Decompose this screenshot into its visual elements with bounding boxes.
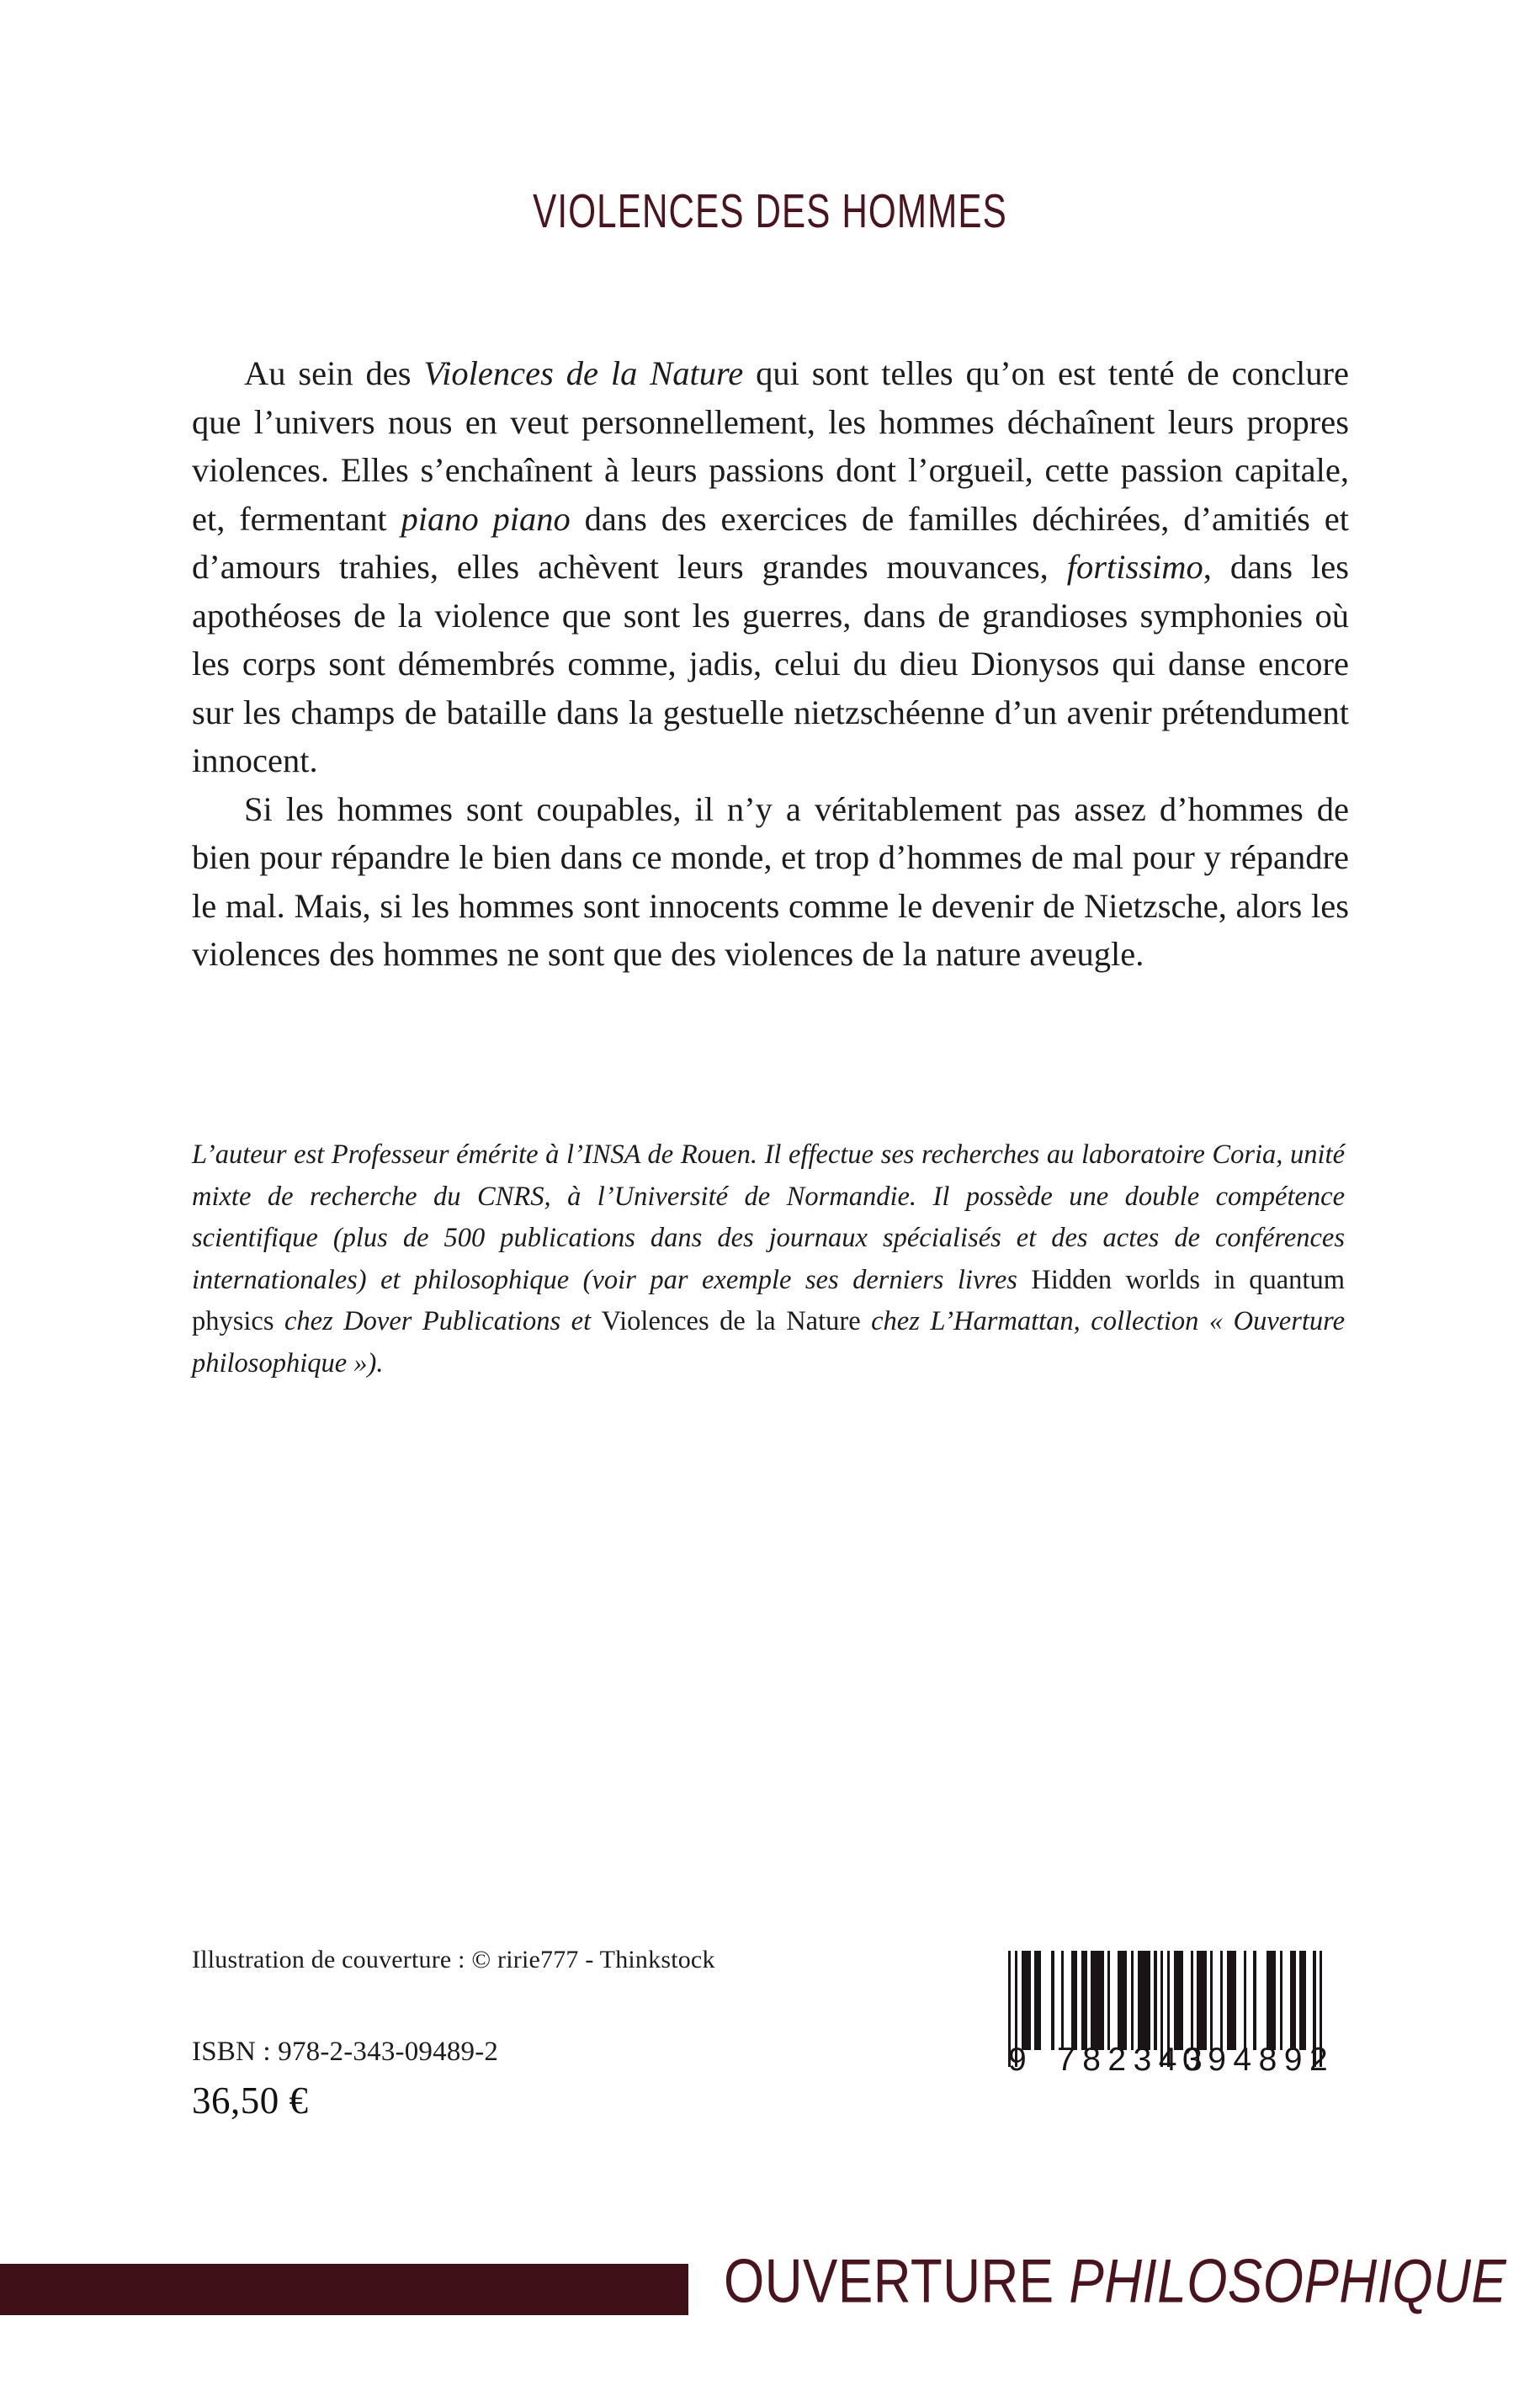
blurb-paragraph-2: Si les hommes sont coupables, il n’y a véritablement pas assez d’hommes de bien pour répandre le bien dans ce monde, et trop d’hommes de mal pour y répandre le mal. Mais, si les hommes sont innocents comme le devenir de Nietzsche, alors les violences des hommes ne sont que des violences de la nature aveugle. (192, 789, 1349, 973)
blurb-p1-mid-1: qui sont telles qu’on est tenté de conclure que l’univers nous en veut personnellement, les hommes déchaînent leurs propres violences. Elles s’enchaînent à leurs passions dont l’orgueil, cette passion capitale, et, fermentant (192, 354, 1349, 538)
collection-band-bar (0, 2264, 688, 2315)
author-note-part-3: chez L’Harmattan, collection « Ouverture philosophique »). (192, 1306, 1345, 1378)
barcode-group-left: 782343 (1057, 2042, 1210, 2078)
cover-credit: Illustration de couverture : © ririe777 - Thinkstock (192, 1946, 715, 1973)
blurb-p1-mid-2: dans des exercices de familles déchirées, d’amitiés et d’amours trahies, elles achèvent leurs grandes mouvances, (192, 499, 1349, 586)
blurb-p1-tail: , dans les apothéoses de la violence que sont les guerres, dans de grandioses symphonies où les corps sont démembrés comme, jadis, celui du dieu Dionysos qui danse encore sur les champs de bataille dans la gestuelle nietzschéenne d’un avenir prétendument innocent. (192, 548, 1349, 779)
blurb-p1-italic-3: fortissimo (1066, 548, 1203, 586)
barcode-lead-digit: 9 (1008, 2042, 1028, 2078)
collection-name-regular: OUVERTURE (724, 2247, 1054, 2316)
barcode-group-right: 094892 (1182, 2042, 1336, 2078)
blurb-p1-italic-2: piano piano (401, 499, 571, 538)
collection-band-label (724, 2247, 1507, 2316)
collection-name-italic: PHILOSOPHIQUE (1069, 2247, 1507, 2316)
blurb-paragraph-1 (192, 349, 1349, 785)
blurb-p1-italic-1: Violences de la Nature (423, 354, 744, 392)
author-note-book-title-2: Violences de la Nature (601, 1306, 861, 1336)
barcode-digits (1008, 2042, 1336, 2080)
blurb-text (192, 349, 1349, 979)
author-note-book-title-1: Hidden worlds in quantum physics (192, 1264, 1345, 1336)
author-note (192, 1134, 1345, 1384)
blurb-p1-lead: Au sein des (244, 354, 424, 392)
isbn-text: ISBN : 978-2-343-09489-2 (192, 2037, 499, 2067)
author-note-part-1: L’auteur est Professeur émérite à l’INSA de Rouen. Il effectue ses recherches au laboratoire Coria, unité mixte de recherche du CNRS, à l’Université de Normandie. Il possède une double compétence scientifique (plus de 500 publications dans des journaux spécialisés et des actes de conférences internationales) et philosophique (voir par exemple ses derniers livres (192, 1139, 1345, 1295)
barcode (1008, 1951, 1336, 2106)
page-title: VIOLENCES DES HOMMES (533, 184, 1007, 238)
author-note-part-2: chez Dover Publications et (273, 1306, 602, 1336)
price-text: 36,50 € (192, 2080, 309, 2122)
